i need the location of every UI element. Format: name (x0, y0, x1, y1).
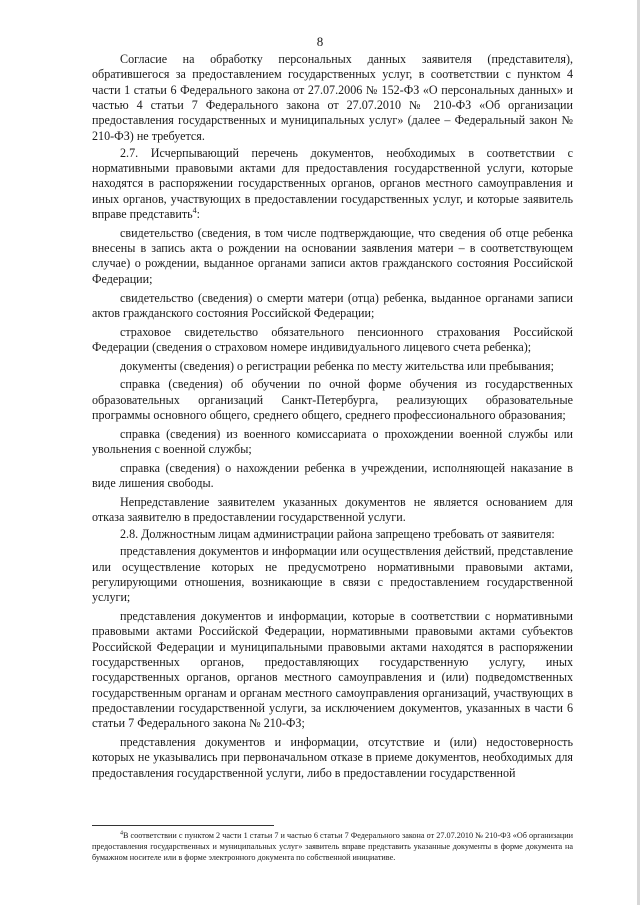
page-number: 8 (316, 34, 324, 49)
list-item-pension-insurance: страховое свидетельство обязательного пенсионного страхования Российской Федерации (сведения о страховом номере индивидуального лицевого счета ребенка); (92, 324, 573, 354)
paragraph-non-submission: Непредставление заявителем указанных документов не является основанием для отказа заявителю в предоставлении государственной услуги. (92, 495, 573, 525)
list-item-prohibited-agency-documents: представления документов и информации, которые в соответствии с нормативными правовыми актами Российской Федерации, нормативными правовыми актами субъектов Российской Федерации и муниципальными правовыми актами находятся в распоряжении государственных органов, предоставляющих государственную услугу, иных государственных органов, органов местного самоуправления и (или) подведомственных государственным органам и органам местного самоуправления организаций, участвующих в предоставлении государственной услуги, за исключением документов, указанных в части 6 статьи 7 Федерального закона № 210-ФЗ; (92, 608, 573, 731)
list-item-death-certificate: свидетельство (сведения) о смерти матери (отца) ребенка, выданное органами записи актов гражданского состояния Российской Федерации; (92, 290, 573, 320)
document-body (92, 52, 573, 783)
footnote-divider (92, 825, 274, 826)
paragraph-2-8: 2.8. Должностным лицам администрации района запрещено требовать от заявителя: (120, 527, 555, 542)
list-item-prohibited-documents: представления документов и информации или осуществления действий, представление или осуществление которых не предусмотрено нормативными правовыми актами, регулирующими отношения, возникающие в связи с предоставлением государственной услуги; (92, 544, 573, 605)
paragraph-2-7: 2.7. Исчерпывающий перечень документов, необходимых в соответствии с нормативными правовыми актами для предоставления государственной услуги, которые находятся в распоряжении государственных органов, органов местного самоуправления и иных органов, участвующих в предоставлении государственных услуг, и которые заявитель вправе представить$^4$: (92, 145, 573, 222)
paragraph-consent: Согласие на обработку персональных данных заявителя (представителя), обратившегося за предоставлением государственных услуг, в соответствии с пунктом 4 части 1 статьи 6 Федерального закона от 27.07.2006 № 152-ФЗ «О персональных данных» и частью 4 статьи 7 Федерального закона от 27.07.2010 № 210-ФЗ «Об организации предоставления государственных и муниципальных услуг» (далее – Федеральный закон № 210-ФЗ) не требуется. (92, 52, 573, 143)
list-item-birth-certificate: свидетельство (сведения, в том числе подтверждающие, что сведения об отце ребенка внесены в запись акта о рождении на основании заявления матери – в соответствующем случае) о рождении, выданное органами записи актов гражданского состояния Российской Федерации; (92, 225, 573, 286)
footnote-marker: 4 (120, 830, 123, 837)
paragraph-2-7-text: 2.7. Исчерпывающий перечень документов, необходимых в соответствии с нормативными правовыми актами для предоставления государственной услуги, которые находятся в распоряжении государственных органов, органов местного самоуправления и иных органов, участвующих в предоставлении государственных услуг, и которые заявитель вправе представить (92, 145, 573, 222)
list-item-registration: документы (сведения) о регистрации ребенка по месту жительства или пребывания; (120, 358, 554, 373)
list-item-detention-certificate: справка (сведения) о нахождении ребенка в учреждении, исполняющей наказание в виде лишения свободы. (92, 460, 573, 491)
footnote (92, 830, 573, 863)
list-item-education-certificate: справка (сведения) об обучении по очной форме обучения из государственных образовательных организаций Санкт-Петербурга, реализующих образовательные программы основного общего, среднего общего, среднего профессионального образования; (92, 377, 573, 423)
footnote-reference: 4 (192, 206, 197, 215)
footnote-text: В соответствии с пунктом 2 части 1 статьи 7 и частью 6 статьи 7 Федерального закона от 27.07.2010 № 210-ФЗ «Об организации предоставления государственных и муниципальных услуг» заявитель вправе представить указанные документы в форме документа на бумажном носителе или в форме электронного документа по собственной инициативе. (92, 831, 573, 862)
list-item-military-certificate: справка (сведения) из военного комиссариата о прохождении военной службы или увольнения с военной службы; (92, 426, 573, 457)
list-item-prohibited-missing-documents: представления документов и информации, отсутствие и (или) недостоверность которых не указывались при первоначальном отказе в приеме документов, необходимых для предоставления государственной услуги, либо в предоставлении государственной (92, 735, 573, 780)
